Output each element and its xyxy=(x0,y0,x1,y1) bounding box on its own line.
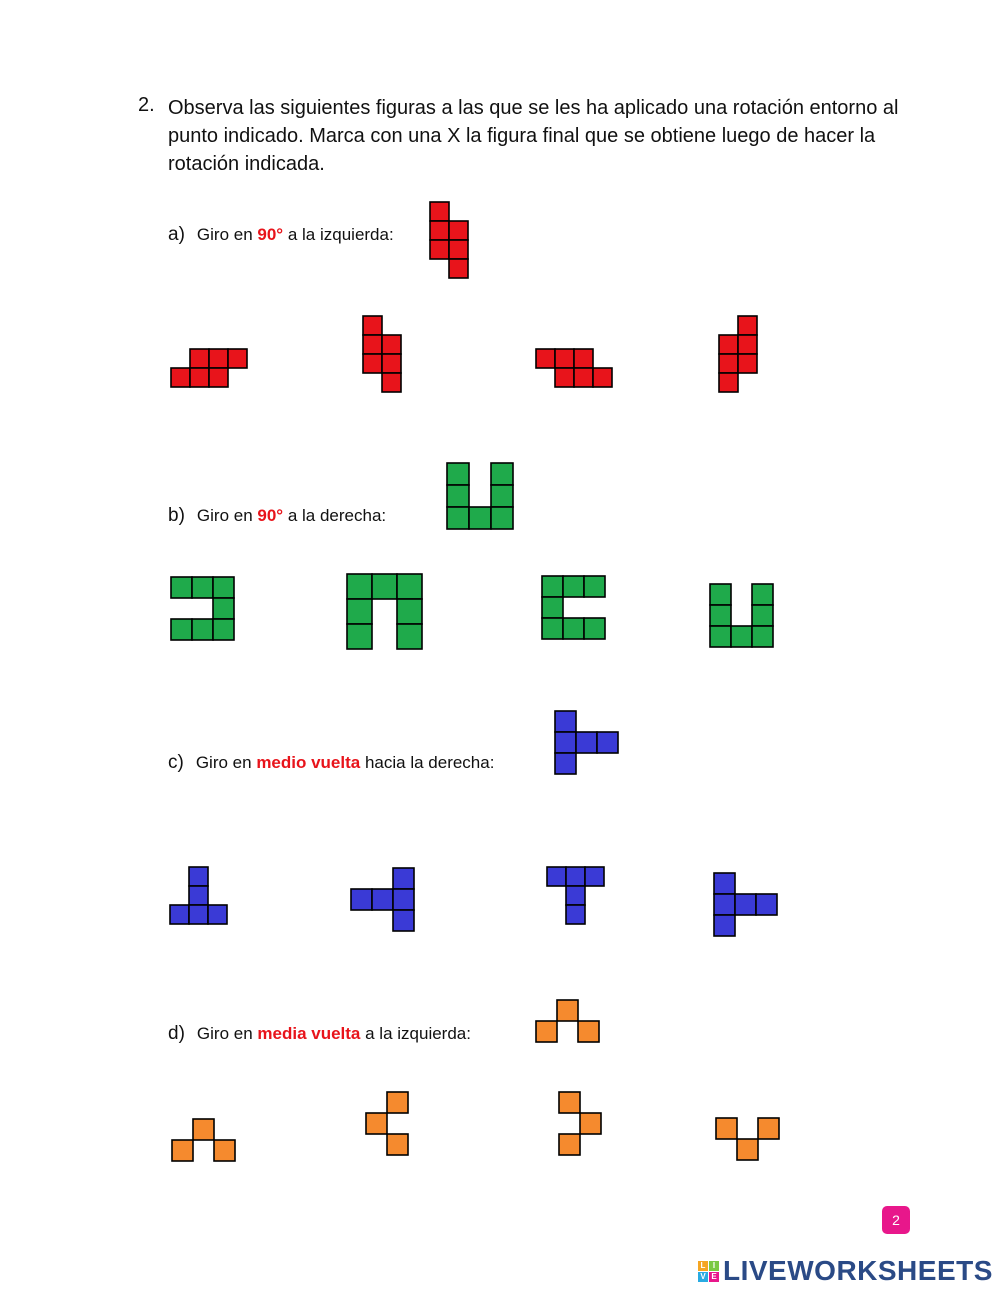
section-b-option-3[interactable] xyxy=(541,575,606,640)
rotation-amount: media vuelta xyxy=(257,1024,361,1043)
section-a-model-shape xyxy=(429,201,469,279)
figure-cell xyxy=(574,368,593,387)
figure-cell xyxy=(563,618,584,639)
instruction-post: a la derecha: xyxy=(287,506,387,525)
figure-cell xyxy=(738,335,757,354)
figure-cell xyxy=(542,618,563,639)
figure-cell xyxy=(710,605,731,626)
figure-cell xyxy=(714,915,735,936)
section-c-instruction xyxy=(168,752,494,774)
section-b-option-1[interactable] xyxy=(170,576,235,641)
figure-cell xyxy=(559,1092,580,1113)
figure-cell xyxy=(214,1140,235,1161)
figure-cell xyxy=(758,1118,779,1139)
figure-cell xyxy=(752,605,773,626)
figure-cell xyxy=(213,619,234,640)
figure-cell xyxy=(542,597,563,618)
figure-cell xyxy=(752,626,773,647)
figure-cell xyxy=(559,1134,580,1155)
section-d-option-4[interactable] xyxy=(715,1117,780,1161)
page-number-badge: 2 xyxy=(882,1206,910,1234)
figure-cell xyxy=(576,732,597,753)
figure-cell xyxy=(171,619,192,640)
section-a-option-3[interactable] xyxy=(535,348,613,388)
figure-cell xyxy=(192,619,213,640)
figure-cell xyxy=(593,368,612,387)
section-d-instruction xyxy=(168,1023,471,1045)
figure-cell xyxy=(752,584,773,605)
figure-cell xyxy=(192,577,213,598)
figure-cell xyxy=(397,624,422,649)
figure-cell xyxy=(430,202,449,221)
section-c-option-2[interactable] xyxy=(350,867,415,932)
figure-cell xyxy=(170,905,189,924)
section-c-option-3[interactable] xyxy=(546,866,605,925)
rotation-amount: 90° xyxy=(257,225,284,244)
figure-cell xyxy=(449,221,468,240)
figure-cell xyxy=(580,1113,601,1134)
figure-cell xyxy=(491,485,513,507)
figure-cell xyxy=(719,335,738,354)
figure-cell xyxy=(393,910,414,931)
rotation-amount: medio vuelta xyxy=(256,753,361,772)
figure-cell xyxy=(430,221,449,240)
figure-cell xyxy=(584,618,605,639)
figure-cell xyxy=(714,894,735,915)
figure-cell xyxy=(372,889,393,910)
figure-cell xyxy=(190,349,209,368)
figure-cell xyxy=(557,1000,578,1021)
figure-cell xyxy=(719,373,738,392)
figure-cell xyxy=(737,1139,758,1160)
section-c-model-shape xyxy=(554,710,619,775)
figure-cell xyxy=(213,598,234,619)
section-a-option-1[interactable] xyxy=(170,348,248,388)
figure-cell xyxy=(731,626,752,647)
section-d-option-2[interactable] xyxy=(365,1091,409,1156)
figure-cell xyxy=(555,368,574,387)
section-a-instruction xyxy=(168,224,394,246)
figure-cell xyxy=(347,599,372,624)
figure-cell xyxy=(363,316,382,335)
figure-cell xyxy=(382,354,401,373)
figure-cell xyxy=(193,1119,214,1140)
figure-cell xyxy=(491,507,513,529)
rotation-amount: 90° xyxy=(257,506,284,525)
figure-cell xyxy=(578,1021,599,1042)
figure-cell xyxy=(555,732,576,753)
figure-cell xyxy=(555,711,576,732)
figure-cell xyxy=(449,240,468,259)
figure-cell xyxy=(363,335,382,354)
figure-cell xyxy=(189,867,208,886)
figure-cell xyxy=(382,335,401,354)
figure-cell xyxy=(397,599,422,624)
section-c-option-4[interactable] xyxy=(713,872,778,937)
figure-cell xyxy=(566,886,585,905)
section-letter: c) xyxy=(168,752,184,773)
figure-cell xyxy=(387,1134,408,1155)
instruction-pre: Giro en xyxy=(196,506,253,525)
section-d-option-1[interactable] xyxy=(171,1118,236,1162)
figure-cell xyxy=(536,1021,557,1042)
figure-cell xyxy=(213,577,234,598)
section-b-option-2[interactable] xyxy=(346,573,423,650)
figure-cell xyxy=(172,1140,193,1161)
liveworksheets-logo xyxy=(698,1254,993,1288)
figure-cell xyxy=(430,240,449,259)
section-d-model-shape xyxy=(535,999,600,1043)
figure-cell xyxy=(738,316,757,335)
figure-cell xyxy=(366,1113,387,1134)
figure-cell xyxy=(447,507,469,529)
instruction-post: a la izquierda: xyxy=(287,225,394,244)
section-b-option-4[interactable] xyxy=(709,583,774,648)
figure-cell xyxy=(566,867,585,886)
figure-cell xyxy=(574,349,593,368)
section-b-model-shape xyxy=(446,462,514,530)
section-c-option-1[interactable] xyxy=(169,866,228,925)
figure-cell xyxy=(393,868,414,889)
figure-cell xyxy=(555,349,574,368)
instruction-pre: Giro en xyxy=(195,753,252,772)
figure-cell xyxy=(393,889,414,910)
section-d-option-3[interactable] xyxy=(558,1091,602,1156)
figure-cell xyxy=(563,576,584,597)
figure-cell xyxy=(190,368,209,387)
figure-cell xyxy=(719,354,738,373)
section-a-option-2[interactable] xyxy=(362,315,402,393)
instruction-pre: Giro en xyxy=(196,1024,253,1043)
question-text: Observa las siguientes figuras a las que se les ha aplicado una rotación entorno al punto indicado. Marca con una X la figura final que se obtiene luego de hacer la rotación indicada. xyxy=(168,97,899,175)
figure-cell xyxy=(447,485,469,507)
section-b-instruction xyxy=(168,505,386,527)
figure-cell xyxy=(351,889,372,910)
figure-cell xyxy=(555,753,576,774)
logo-letter: I xyxy=(709,1261,719,1271)
figure-cell xyxy=(209,349,228,368)
figure-cell xyxy=(372,574,397,599)
figure-cell xyxy=(171,368,190,387)
instruction-post: a la izquierda: xyxy=(365,1024,471,1043)
figure-cell xyxy=(469,507,491,529)
figure-cell xyxy=(536,349,555,368)
figure-cell xyxy=(542,576,563,597)
logo-letter: E xyxy=(709,1272,719,1282)
figure-cell xyxy=(566,905,585,924)
figure-cell xyxy=(449,259,468,278)
figure-cell xyxy=(189,886,208,905)
figure-cell xyxy=(584,576,605,597)
figure-cell xyxy=(738,354,757,373)
figure-cell xyxy=(171,577,192,598)
brand-name: LIVEWORKSHEETS xyxy=(723,1255,993,1286)
figure-cell xyxy=(363,354,382,373)
figure-cell xyxy=(387,1092,408,1113)
figure-cell xyxy=(491,463,513,485)
figure-cell xyxy=(735,894,756,915)
figure-cell xyxy=(228,349,247,368)
figure-cell xyxy=(347,574,372,599)
figure-cell xyxy=(209,368,228,387)
section-letter: a) xyxy=(168,224,185,245)
brand-logo-icon xyxy=(698,1261,719,1282)
figure-cell xyxy=(547,867,566,886)
figure-cell xyxy=(189,905,208,924)
figure-cell xyxy=(710,584,731,605)
logo-letter: V xyxy=(698,1272,708,1282)
figure-cell xyxy=(447,463,469,485)
logo-letter: L xyxy=(698,1261,708,1271)
figure-cell xyxy=(710,626,731,647)
figure-cell xyxy=(716,1118,737,1139)
section-a-option-4[interactable] xyxy=(718,315,758,393)
figure-cell xyxy=(382,373,401,392)
figure-cell xyxy=(597,732,618,753)
instruction-post: hacia la derecha: xyxy=(364,753,495,772)
figure-cell xyxy=(756,894,777,915)
instruction-pre: Giro en xyxy=(196,225,253,244)
figure-cell xyxy=(208,905,227,924)
section-letter: d) xyxy=(168,1023,185,1044)
figure-cell xyxy=(347,624,372,649)
figure-cell xyxy=(714,873,735,894)
section-letter: b) xyxy=(168,505,185,526)
figure-cell xyxy=(397,574,422,599)
figure-cell xyxy=(585,867,604,886)
question-number: 2. xyxy=(138,94,155,116)
